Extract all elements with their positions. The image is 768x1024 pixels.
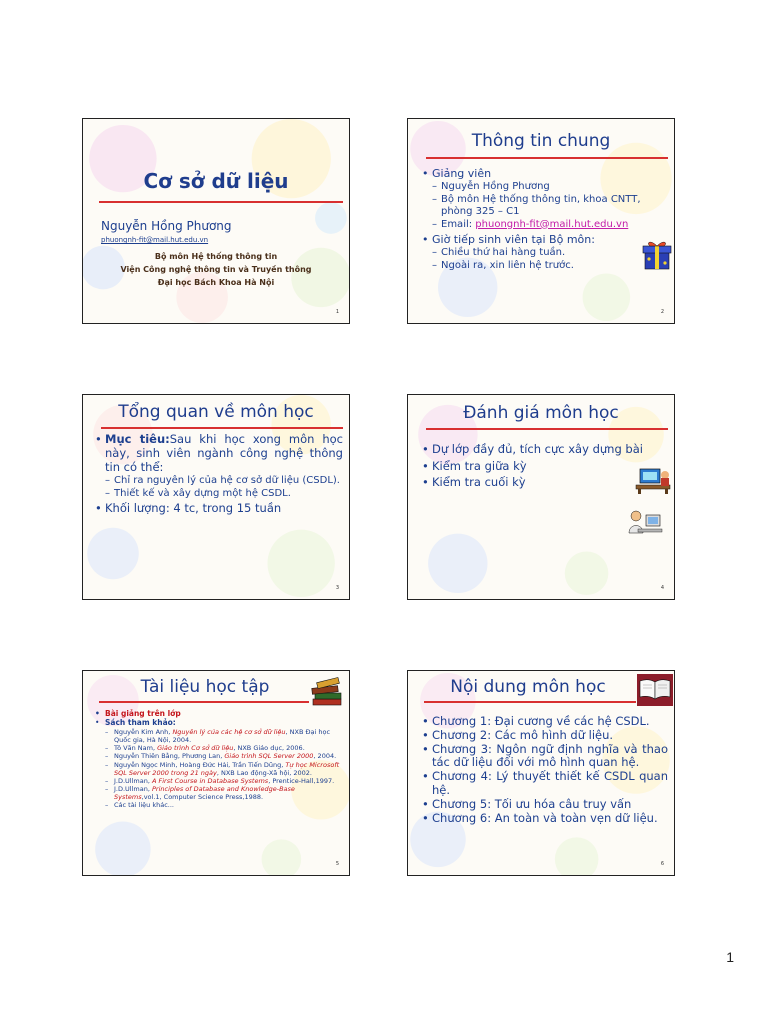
slide-title: Cơ sở dữ liệu [143, 169, 289, 193]
slide-title: Tài liệu học tập [140, 677, 270, 697]
ref-title: A First Course in Database Systems [152, 776, 269, 785]
ref-publisher: , NXB Đại học Quốc gia, Hà Nội, 2004. [114, 728, 331, 745]
list-item: • Chương 6: An toàn và toàn vẹn dữ liệu. [422, 812, 668, 826]
list-item: – Thiết kế và xây dựng một hệ CSDL. [105, 488, 343, 501]
list-item: • Chương 1: Đại cương về các hệ CSDL. [422, 715, 668, 729]
slide-title: Tổng quan về môn học [118, 402, 314, 422]
slide-number: 5 [335, 861, 339, 867]
list-item: • Chương 4: Lý thuyết thiết kế CSDL quan hệ. [422, 770, 668, 798]
list-item: • Dự lớp đầy đủ, tích cực xây dựng bài [422, 441, 670, 458]
ref-author: Nguyễn Ngọc Minh, Hoàng Đức Hải, Trần Tiến Dũng, [114, 760, 286, 769]
ref-publisher: ,vol.1, Computer Science Press,1988. [141, 793, 264, 801]
ref-author: Nguyễn Thiên Bằng, Phương Lan, [114, 752, 225, 761]
list-item [422, 167, 658, 231]
ref-author: J.D.Ullman, [114, 776, 152, 785]
ref-publisher: , NXB Giáo dục, 2006. [233, 744, 305, 753]
slide-5 [82, 670, 350, 876]
list-item: • Khối lượng: 4 tc, trong 15 tuần [95, 502, 343, 516]
list-item [105, 728, 343, 744]
list-item: – Nguyễn Hồng Phương [432, 181, 658, 194]
list-item: – Các tài liệu khác... [105, 801, 343, 809]
institute: Viện Công nghệ thông tin và Truyền thông [120, 265, 312, 274]
author-name: Nguyễn Hồng Phương [101, 219, 232, 233]
list-item: • Kiểm tra giữa kỳ [422, 458, 670, 475]
list-item: – Chiều thứ hai hàng tuần. [432, 247, 658, 260]
bullet-list [422, 167, 658, 274]
bullet-text: Sách tham khảo: [105, 718, 176, 727]
ref-title: Tự học Microsoft SQL Server 2000 trong 21 ngày [114, 760, 340, 777]
list-item: • Chương 3: Ngôn ngữ định nghĩa và thao tác dữ liệu đối với mô hình quan hệ. [422, 743, 668, 771]
slide-title: Đánh giá môn học [463, 403, 619, 423]
slide-number: 3 [335, 585, 339, 591]
ref-publisher: , NXB Lao động-Xã hội, 2002. [216, 768, 312, 777]
list-item [105, 785, 343, 801]
slide-number: 6 [660, 861, 664, 867]
author-email: phuongnh-fit@mail.hut.edu.vn [101, 236, 209, 244]
ref-title: Giáo trình Cơ sở dữ liệu [157, 744, 234, 753]
slide-number: 1 [335, 309, 339, 315]
computer-desk-icon [634, 465, 672, 495]
computer-user-icon [624, 507, 664, 537]
list-item [95, 718, 343, 809]
list-item: – Ngoài ra, xin liên hệ trước. [432, 260, 658, 273]
bullet-text: Giờ tiếp sinh viên tại Bộ môn: [432, 233, 595, 247]
list-item [105, 777, 343, 785]
title-rule [99, 701, 309, 703]
slide-title: Nội dung môn học [450, 677, 606, 697]
open-book-icon [636, 673, 674, 707]
slide-1 [82, 118, 350, 324]
title-rule [424, 701, 636, 703]
list-item [432, 219, 658, 232]
books-icon [309, 677, 345, 709]
title-rule [101, 427, 343, 429]
ref-author: Nguyễn Kim Anh, [114, 728, 173, 736]
list-item [105, 761, 343, 777]
slide-number: 4 [660, 585, 664, 591]
university: Đại học Bách Khoa Hà Nội [157, 278, 275, 287]
list-item [422, 233, 658, 272]
email-link[interactable]: phuongnh-fit@mail.hut.edu.vn [475, 218, 629, 230]
slide-3 [82, 394, 350, 600]
bullet-list [422, 441, 670, 491]
ref-title: Principles of Database and Knowledge-Base Systems [114, 784, 295, 801]
bullet-text: Sau khi học xong môn học này, sinh viên ngành công nghệ thông tin có thể: [105, 432, 343, 474]
bullet-list [422, 715, 668, 825]
slide-4 [407, 394, 675, 600]
ref-publisher: , Prentice-Hall,1997. [268, 776, 335, 785]
title-rule [426, 157, 668, 159]
slide-6 [407, 670, 675, 876]
ref-author: Tô Văn Nam, [114, 744, 158, 753]
objective-label: Mục tiêu: [105, 432, 170, 446]
email-label: Email: [441, 218, 476, 230]
list-item: – Bộ môn Hệ thống thông tin, khoa CNTT, phòng 325 – C1 [432, 194, 658, 219]
bullet-list [95, 709, 343, 811]
department: Bộ môn Hệ thống thông tin [154, 252, 278, 261]
bullet-text: Giảng viên [432, 167, 492, 180]
list-item: • Bài giảng trên lớp [95, 709, 343, 718]
list-item [105, 752, 343, 760]
list-item: • Kiểm tra cuối kỳ [422, 474, 670, 491]
list-item: – Chỉ ra nguyên lý của hệ cơ sở dữ liệu (CSDL). [105, 475, 343, 488]
title-rule [426, 428, 668, 430]
bullet-list [95, 433, 343, 516]
slide-title: Thông tin chung [471, 131, 611, 151]
slide-number: 2 [660, 309, 664, 315]
ref-title: Nguyên lý của các hệ cơ sở dữ liệu [172, 728, 286, 736]
title-rule [99, 201, 343, 203]
page-number: 1 [726, 949, 734, 965]
ref-publisher: , 2004. [313, 752, 337, 761]
ref-author: J.D.Ullman, [114, 784, 152, 793]
list-item: • Chương 5: Tối ưu hóa câu truy vấn [422, 798, 668, 812]
gift-box-icon [640, 237, 674, 273]
ref-title: Giáo trình SQL Server 2000 [224, 752, 314, 761]
list-item: • Chương 2: Các mô hình dữ liệu. [422, 729, 668, 743]
slide-2 [407, 118, 675, 324]
list-item [95, 433, 343, 500]
